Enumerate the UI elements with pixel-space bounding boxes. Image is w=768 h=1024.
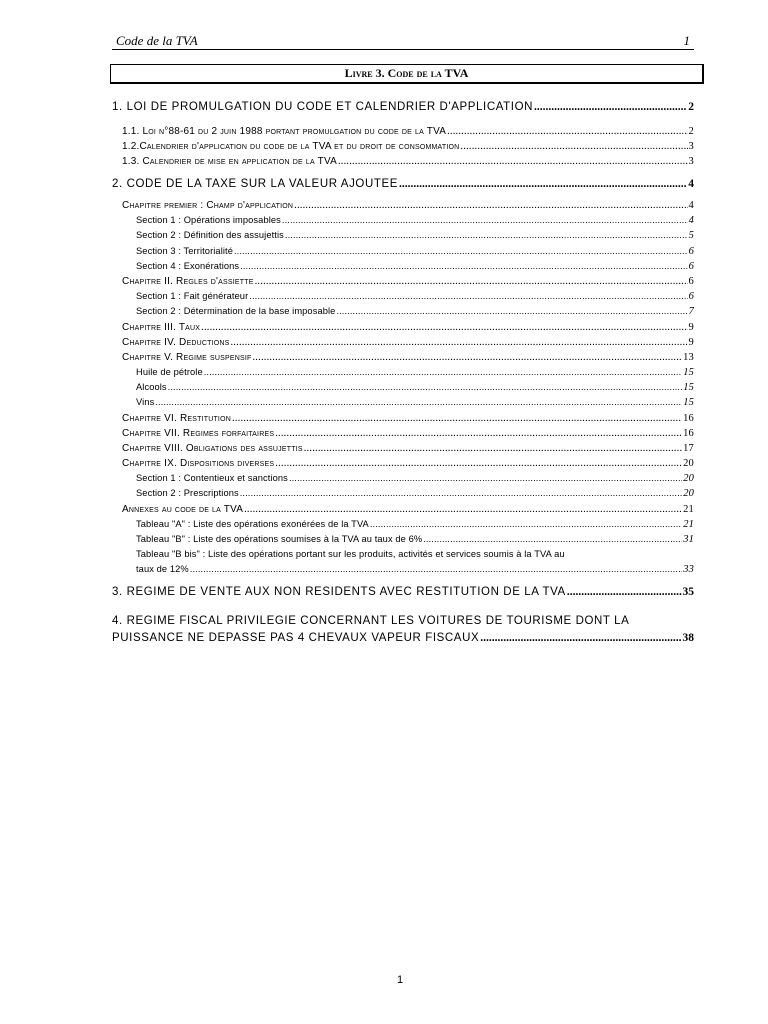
- toc-entry-section-1[interactable]: 1. LOI DE PROMULGATION DU CODE ET CALENDRIER D'APPLICATION ..... 2: [112, 101, 694, 113]
- toc-entry-vins[interactable]: Vins ..... 15: [136, 397, 694, 408]
- toc-entry-chapitre-8[interactable]: Chapitre VIII. Obligations des assujettis ..... 17: [122, 443, 694, 454]
- toc-entry-chapitre-6[interactable]: Chapitre VI. Restitution ..... 16: [122, 413, 694, 424]
- toc-entry-tableau-b[interactable]: Tableau "B" : Liste des opérations soumises à la TVA au taux de 6% ..... 31: [136, 534, 694, 545]
- toc-entry-section-4[interactable]: 4. REGIME FISCAL PRIVILEGIE CONCERNANT LES VOITURES DE TOURISME DONT LA: [112, 615, 630, 627]
- toc-entry-section-3[interactable]: 3. REGIME DE VENTE AUX NON RESIDENTS AVEC RESTITUTION DE LA TVA ..... 35: [112, 586, 694, 598]
- page-header: [112, 31, 694, 50]
- toc-entry-section-2[interactable]: 2. CODE DE LA TAXE SUR LA VALEUR AJOUTEE ..... 4: [112, 178, 694, 190]
- toc-entry-chapitre-9[interactable]: Chapitre IX. Dispositions diverses ..... 20: [122, 458, 694, 469]
- toc-entry-1-2[interactable]: 1.2.Calendrier d'application du code de la TVA et du droit de consommation ..... 3: [122, 141, 694, 152]
- toc-entry-ch2-section-1[interactable]: Section 1 : Fait générateur ..... 6: [136, 291, 694, 302]
- toc-entry-chapitre-4[interactable]: Chapitre IV. Deductions ..... 9: [122, 337, 694, 348]
- toc-entry-tableau-b-bis-cont[interactable]: taux de 12% ..... 33: [136, 564, 694, 575]
- footer-page-number: 1: [396, 974, 404, 986]
- toc-entry-chapitre-3[interactable]: Chapitre III. Taux ..... 9: [122, 322, 694, 333]
- header-page-number: 1: [683, 33, 690, 48]
- toc-entry-alcools[interactable]: Alcools ..... 15: [136, 382, 694, 393]
- toc-entry-chapitre-2[interactable]: Chapitre II. Regles d'assiette ..... 6: [122, 276, 694, 287]
- toc-entry-tableau-b-bis[interactable]: Tableau "B bis" : Liste des opérations portant sur les produits, activités et services soumis à la TVA au: [136, 549, 565, 559]
- toc-entry-chapitre-5[interactable]: Chapitre V. Regime suspensif ..... 13: [122, 352, 694, 363]
- toc-entry-tableau-a[interactable]: Tableau "A" : Liste des opérations exonérées de la TVA ..... 21: [136, 519, 694, 530]
- toc-entry-ch9-section-2[interactable]: Section 2 : Prescriptions ..... 20: [136, 488, 694, 499]
- livre-title-box: Livre 3. Code de la TVA: [110, 64, 704, 84]
- toc-entry-ch1-section-4[interactable]: Section 4 : Exonérations ..... 6: [136, 261, 694, 272]
- toc-entry-1-3[interactable]: 1.3. Calendrier de mise en application de la TVA ..... 3: [122, 156, 694, 167]
- toc-entry-huile-de-petrole[interactable]: Huile de pétrole ..... 15: [136, 367, 694, 378]
- toc-entry-section-4-cont[interactable]: PUISSANCE NE DEPASSE PAS 4 CHEVAUX VAPEUR FISCAUX ..... 38: [112, 632, 694, 644]
- toc-entry-ch2-section-2[interactable]: Section 2 : Détermination de la base imposable ..... 7: [136, 306, 694, 317]
- toc-entry-chapitre-7[interactable]: Chapitre VII. Regimes forfaitaires ..... 16: [122, 428, 694, 439]
- toc-entry-1-1[interactable]: 1.1. Loi n°88-61 du 2 juin 1988 portant promulgation du code de la TVA ..... 2: [122, 126, 694, 137]
- header-title: Code de la TVA: [116, 33, 198, 48]
- toc-entry-chapitre-1[interactable]: Chapitre premier : Champ d'application ..... 4: [122, 200, 694, 211]
- toc-entry-ch9-section-1[interactable]: Section 1 : Contentieux et sanctions ..... 20: [136, 473, 694, 484]
- toc-entry-annexes[interactable]: Annexes au code de la TVA ..... 21: [122, 504, 694, 515]
- toc-entry-ch1-section-3[interactable]: Section 3 : Territorialité ..... 6: [136, 246, 694, 257]
- toc-entry-ch1-section-2[interactable]: Section 2 : Définition des assujettis ..... 5: [136, 230, 694, 241]
- toc-entry-ch1-section-1[interactable]: Section 1 : Opérations imposables ..... 4: [136, 215, 694, 226]
